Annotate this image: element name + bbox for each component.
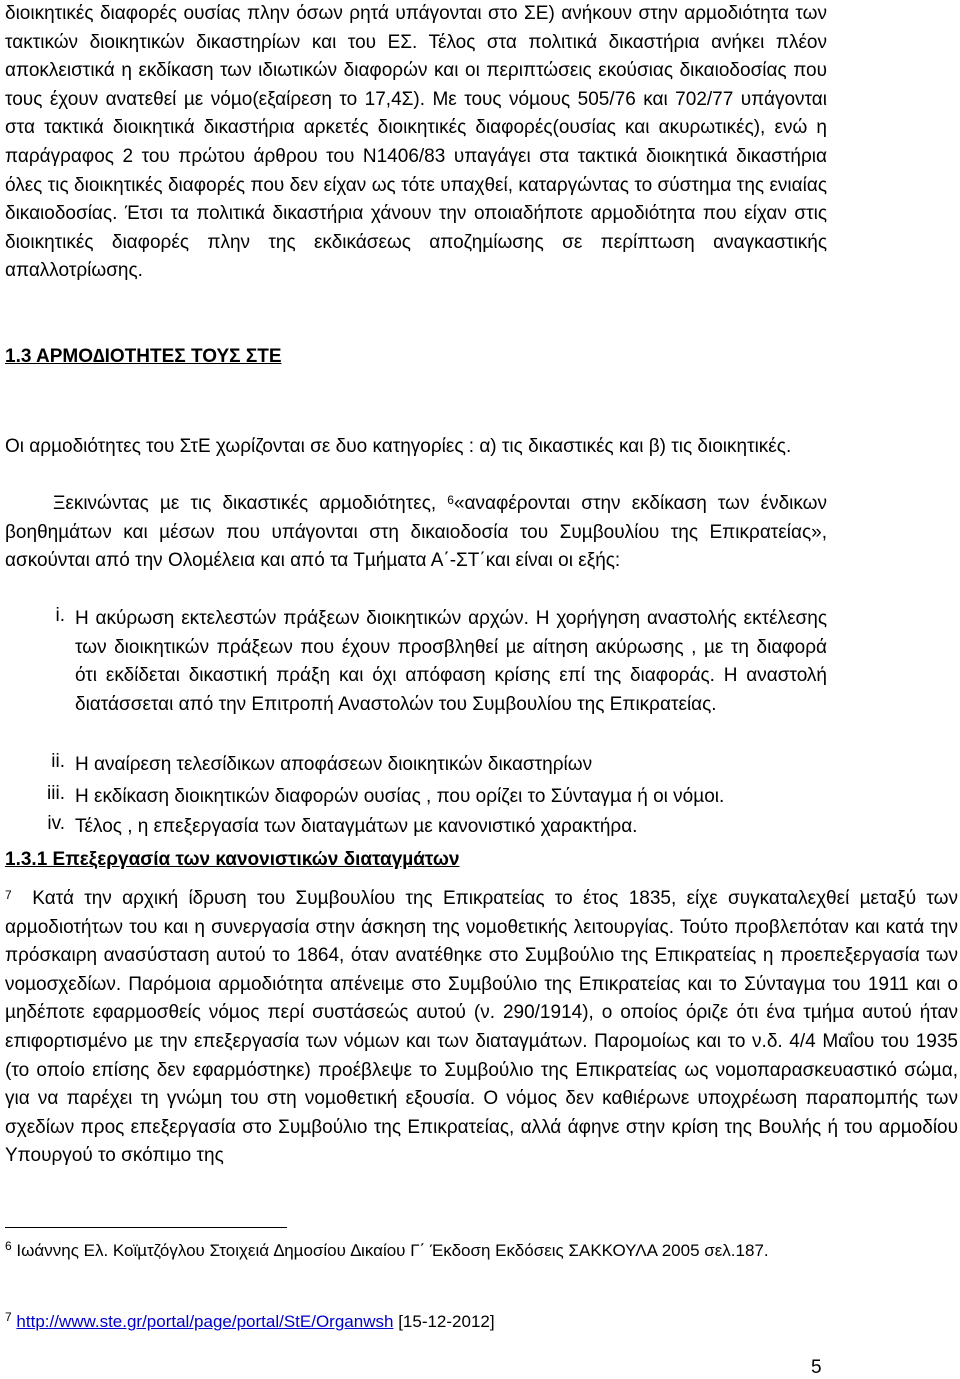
list-item-text: Η αναίρεση τελεσίδικων αποφάσεων διοικητικών δικαστηρίων xyxy=(75,754,593,775)
footnote-number: 6 xyxy=(5,1239,12,1253)
paragraph-jurisdiction-history: διοικητικές διαφορές ουσίας πλην όσων ρητά υπάγονται στο ΣΕ) ανήκουν στην αρµοδιότητα των τακτικών διοικητικών δικαστηρίων και του ΕΣ. Τέλος στα πολιτικά δικαστήρια ανήκει πλέον αποκλειστικά η εκδίκαση των ιδιωτικών διαφορών και οι περιπτώσεις εκούσιας δικαιοδοσίας που τους έχουν ανατεθεί µε νόµο(εξαίρεση το 17,4Σ). Με τους νόµους 505/76 και 702/77 υπάγονται στα τακτικά διοικητικά δικαστήρια αρκετές διοικητικές διαφορές(ουσίας και ακυρωτικές), ενώ η παράγραφος 2 του πρώτου άρθρου του Ν1406/83 υπαγάγει στα τακτικά διοικητικά δικαστήρια όλες τις διοικητικές διαφορές που δεν είχαν ως τότε υπαχθεί, καταργώντας το σύστηµα της ενιαίας δικαιοδοσίας. Έτσι τα πολιτικά δικαστήρια χάνουν την οποιαδήποτε αρµοδιότητα που είχαν στις διοικητικές διαφορές πλην της εκδικάσεως αποζηµίωσης σε περίπτωση αναγκαστικής απαλλοτρίωσης. xyxy=(5,3,827,282)
section-heading-1-3: 1.3 ΑΡΜΟ∆ΙΟΤΗΤΕΣ ΤΟΥΣ ΣΤΕ xyxy=(5,346,282,367)
list-item-text: Η εκδίκαση διοικητικών διαφορών ουσίας , που ορίζει το Σύνταγµα ή οι νόµοι. xyxy=(75,786,725,807)
footnote-6 xyxy=(5,1237,827,1264)
list-item-number: ii. xyxy=(51,751,65,772)
paragraph-text: Κατά την αρχική ίδρυση του Συµβουλίου της Επικρατείας το έτος 1835, είχε συγκαταλεχθεί µεταξύ των αρµοδιοτήτων του και η συνεργασία στην άσκηση της νοµοθετικής λειτουργίας. Τούτο προβλεπόταν και κατά την πρόσκαιρη ανασύσταση αυτού το 1864, όταν ανατέθηκε στο Συµβούλιο της Επικρατείας η προεπεξεργασία των νοµοσχεδίων. Παρόµοια αρµοδιότητα απένειµε στο Συµβούλιο της Επικρατείας και το Σύνταγµα του 1911 και ο µηδέποτε εφαρµοσθείς νόµος περί συστάσεώς αυτού (ν. 290/1914), ο οποίος όριζε ότι ένα τµήµα αυτού ήταν επιφορτισµένο µε την επεξεργασία των νόµων και των διαταγµάτων. Παροµοίως και το ν.δ. 4/4 Μαΐου του 1935 (το οποίο επίσης δεν εφαρµόστηκε) προέβλεψε το Συµβούλιο της Επικρατείας ως νοµοπαρασκευαστικό σώµα, για να παρέχει τη γνώµη του στη νοµοθετική εξουσία. Ο νόµος δεν καθιέρωνε υποχρέωση παραποµπής των σχεδίων προς επεξεργασία στο Συµβούλιο της Επικρατείας, αλλά άφηνε στην κρίση της Βουλής ή του αρµοδίου Υπουργού το σκόπιµο της xyxy=(5,888,958,1167)
section-heading-1-3-1: 1.3.1 Επεξεργασία των κανονιστικών διαταγµάτων xyxy=(5,849,460,870)
list-item-number: iv. xyxy=(47,813,65,834)
footnote-text: Ιωάννης Ελ. Κοϊµτζόγλου Στοιχειά ∆ηµοσίου ∆ικαίου Γ΄ Έκδοση Εκδόσεις ΣΑΚΚΟΥΛΑ 2005 σελ.187. xyxy=(16,1241,769,1260)
footnote-number: 7 xyxy=(5,1310,12,1324)
paragraph-text-start: Ξεκινώντας µε τις δικαστικές αρµοδιότητες, xyxy=(53,493,437,514)
footnote-date: [15-12-2012] xyxy=(398,1312,495,1331)
footnote-7 xyxy=(5,1308,827,1335)
paragraph-competence-categories: Οι αρµοδιότητες του ΣτΕ χωρίζονται σε δυο κατηγορίες : α) τις δικαστικές και β) τις διοικητικές. xyxy=(5,436,792,457)
footnote-divider xyxy=(5,1227,287,1228)
footnote-ref-6[interactable]: 6 xyxy=(447,493,454,507)
paragraph-judicial-competences xyxy=(5,490,827,576)
footnote-ref-7[interactable]: 7 xyxy=(5,888,12,902)
paragraph-regulatory-decrees xyxy=(5,885,958,1171)
footnote-link[interactable]: http://www.ste.gr/portal/page/portal/StE/Organwsh xyxy=(16,1312,394,1331)
list-item-text: Η ακύρωση εκτελεστών πράξεων διοικητικών αρχών. Η χορήγηση αναστολής εκτέλεσης των διοικητικών πράξεων που έχουν προσβληθεί µε αίτηση ακύρωσης , µε τη διαφορά ότι εκδίδεται δικαστική πράξη και όχι απόφαση κρίσης επί της διαφοράς. Η αναστολή διατάσσεται από την Επιτροπή Αναστολών του Συµβουλίου της Επικρατείας. xyxy=(75,608,827,715)
paragraph-text-end: «αναφέρονται στην εκδίκαση των ένδικων βοηθηµάτων και µέσων που υπάγονται στη δικαιοδοσία του Συµβουλίου της Επικρατείας», ασκούνται από την Ολοµέλεια και από τα Τµήµατα Α΄-ΣΤ΄και είναι οι εξής: xyxy=(5,493,827,572)
list-item-number: i. xyxy=(55,605,65,626)
list-item-text: Τέλος , η επεξεργασία των διαταγµάτων µε κανονιστικό χαρακτήρα. xyxy=(75,816,638,837)
list-item-number: iii. xyxy=(47,783,65,804)
page-number: 5 xyxy=(811,1357,822,1378)
